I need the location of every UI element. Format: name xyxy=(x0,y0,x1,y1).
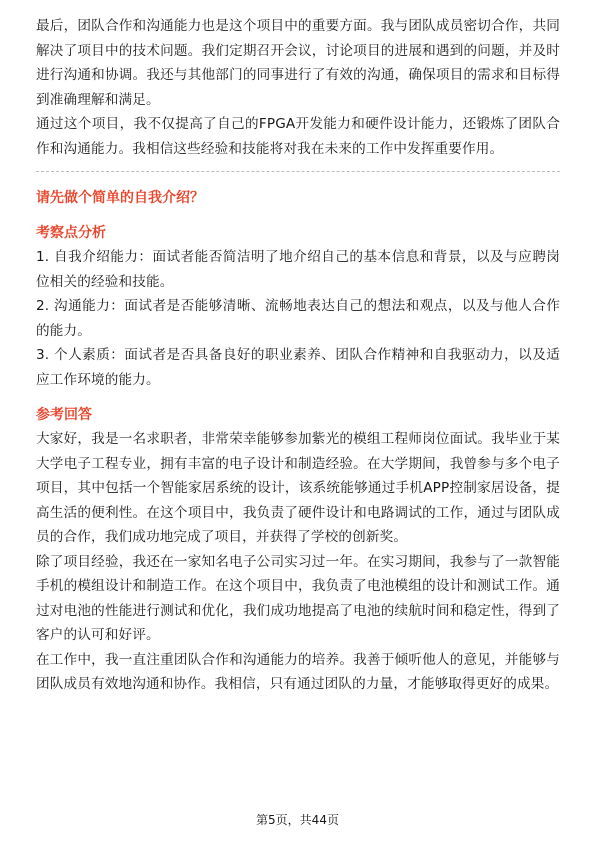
answer-section xyxy=(36,403,560,697)
answer-paragraph: 除了项目经验，我还在一家知名电子公司实习过一年。在实习期间，我参与了一款智能手机的模组设计和制造工作。在这个项目中，我负责了电池模组的设计和测试工作。通过对电池的性能进行测试和优化，我们成功地提高了电池的续航时间和稳定性，得到了客户的认可和好评。 xyxy=(36,553,560,643)
analysis-title: 考察点分析 xyxy=(36,225,106,241)
analysis-section xyxy=(36,221,560,392)
analysis-point: 3. 个人素质：面试者是否具备良好的职业素养、团队合作精神和自我驱动力，以及适应工作环境的能力。 xyxy=(36,347,560,388)
document-page xyxy=(36,14,560,697)
previous-answer-section xyxy=(36,14,560,161)
section-divider xyxy=(36,171,560,172)
answer-paragraph: 大家好，我是一名求职者，非常荣幸能够参加紫光的模组工程师岗位面试。我毕业于某大学电子工程专业，拥有丰富的电子设计和制造经验。在大学期间，我曾参与多个电子项目，其中包括一个智能家居系统的设计，该系统能够通过手机APP控制家居设备，提高生活的便利性。在这个项目中，我负责了硬件设计和电路调试的工作，通过与团队成员的合作，我们成功地完成了项目，并获得了学校的创新奖。 xyxy=(36,431,560,545)
body-paragraph: 通过这个项目，我不仅提高了自己的FPGA开发能力和硬件设计能力，还锻炼了团队合作和沟通能力。我相信这些经验和技能将对我在未来的工作中发挥重要作用。 xyxy=(36,116,560,157)
answer-paragraph: 在工作中，我一直注重团队合作和沟通能力的培养。我善于倾听他人的意见，并能够与团队成员有效地沟通和协作。我相信，只有通过团队的力量，才能够取得更好的成果。 xyxy=(36,651,560,692)
question-heading: 请先做个简单的自我介绍？ xyxy=(36,190,204,206)
analysis-point: 2. 沟通能力：面试者是否能够清晰、流畅地表达自己的想法和观点，以及与他人合作的能力。 xyxy=(36,298,560,339)
analysis-point: 1. 自我介绍能力：面试者能否简洁明了地介绍自己的基本信息和背景，以及与应聘岗位相关的经验和技能。 xyxy=(36,249,560,290)
answer-title: 参考回答 xyxy=(36,407,92,423)
page-number: 第5页，共44页 xyxy=(256,813,339,827)
body-paragraph: 最后，团队合作和沟通能力也是这个项目中的重要方面。我与团队成员密切合作，共同解决了项目中的技术问题。我们定期召开会议，讨论项目的进展和遇到的问题，并及时进行沟通和协调。我还与其他部门的同事进行了有效的沟通，确保项目的需求和目标得到准确理解和满足。 xyxy=(36,18,560,108)
